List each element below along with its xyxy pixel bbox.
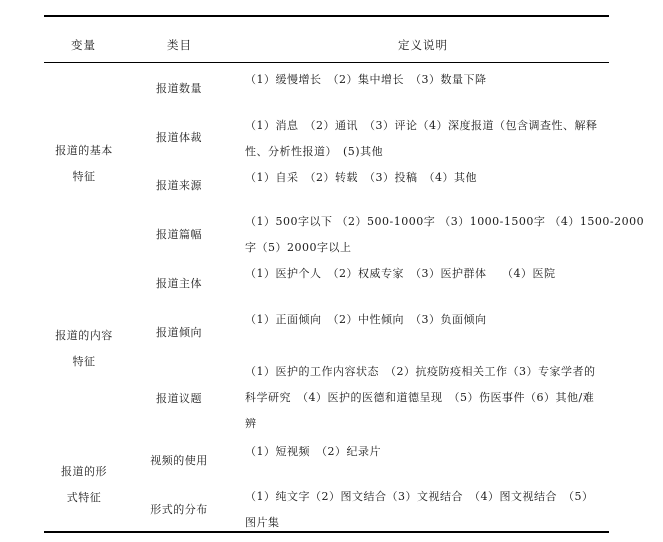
group-basic [44,138,124,190]
definition-line: （1）自采 （2）转载 （3）投稿 （4）其他 [245,171,477,184]
category-cell: 报道数量 [156,82,202,95]
table-header-rule [44,62,609,63]
category-cell: 报道篇幅 [156,228,202,241]
definition-line: （1）医护个人 （2）权威专家 （3）医护群体 （4）医院 [245,267,556,280]
definition-line: （1）缓慢增长 （2）集中增长 （3）数量下降 [245,73,487,86]
category-cell: 报道体裁 [156,131,202,144]
category-cell: 报道主体 [156,277,202,290]
definition-line: 科学研究 （4）医护的医德和道德呈现 （5）伤医事件（6）其他/难 [245,391,595,404]
group-form-line1: 报道的形 [61,465,107,478]
header-definition: 定义说明 [398,38,448,52]
definition-line: 辨 [245,417,257,430]
group-content-line1: 报道的内容 [55,329,113,342]
group-form [44,459,124,511]
category-cell: 视频的使用 [150,454,208,467]
group-content-line2: 特征 [72,355,96,368]
definition-line: （1）短视频 （2）纪录片 [245,445,381,458]
definition-line: 字（5）2000字以上 [245,241,352,254]
definition-line: （1）500字以下 （2）500-1000字 （3）1000-1500字 （4）1500-2000 [245,215,645,228]
group-basic-line2: 特征 [72,170,96,183]
group-basic-line1: 报道的基本 [55,144,113,157]
table-top-rule [44,15,609,17]
header-variable: 变量 [71,38,96,52]
category-cell: 形式的分布 [150,503,208,516]
table-bottom-rule [44,531,609,533]
definition-line: 性、分析性报道） (5)其他 [245,145,384,158]
definition-line: （1）正面倾向 （2）中性倾向 （3）负面倾向 [245,313,487,326]
group-content [44,323,124,375]
category-cell: 报道议题 [156,392,202,405]
definition-line: （1）医护的工作内容状态 （2）抗疫防疫相关工作（3）专家学者的 [245,365,596,378]
category-cell: 报道倾向 [156,326,202,339]
definition-line: 图片集 [245,516,280,529]
definition-line: （1）纯文字（2）图文结合（3）文视结合 （4）图文视结合 （5） [245,490,594,503]
definition-line: （1）消息 （2）通讯 （3）评论（4）深度报道（包含调查性、解释 [245,119,598,132]
header-category: 类目 [167,38,192,52]
group-form-line2: 式特征 [66,491,102,504]
category-cell: 报道来源 [156,179,202,192]
